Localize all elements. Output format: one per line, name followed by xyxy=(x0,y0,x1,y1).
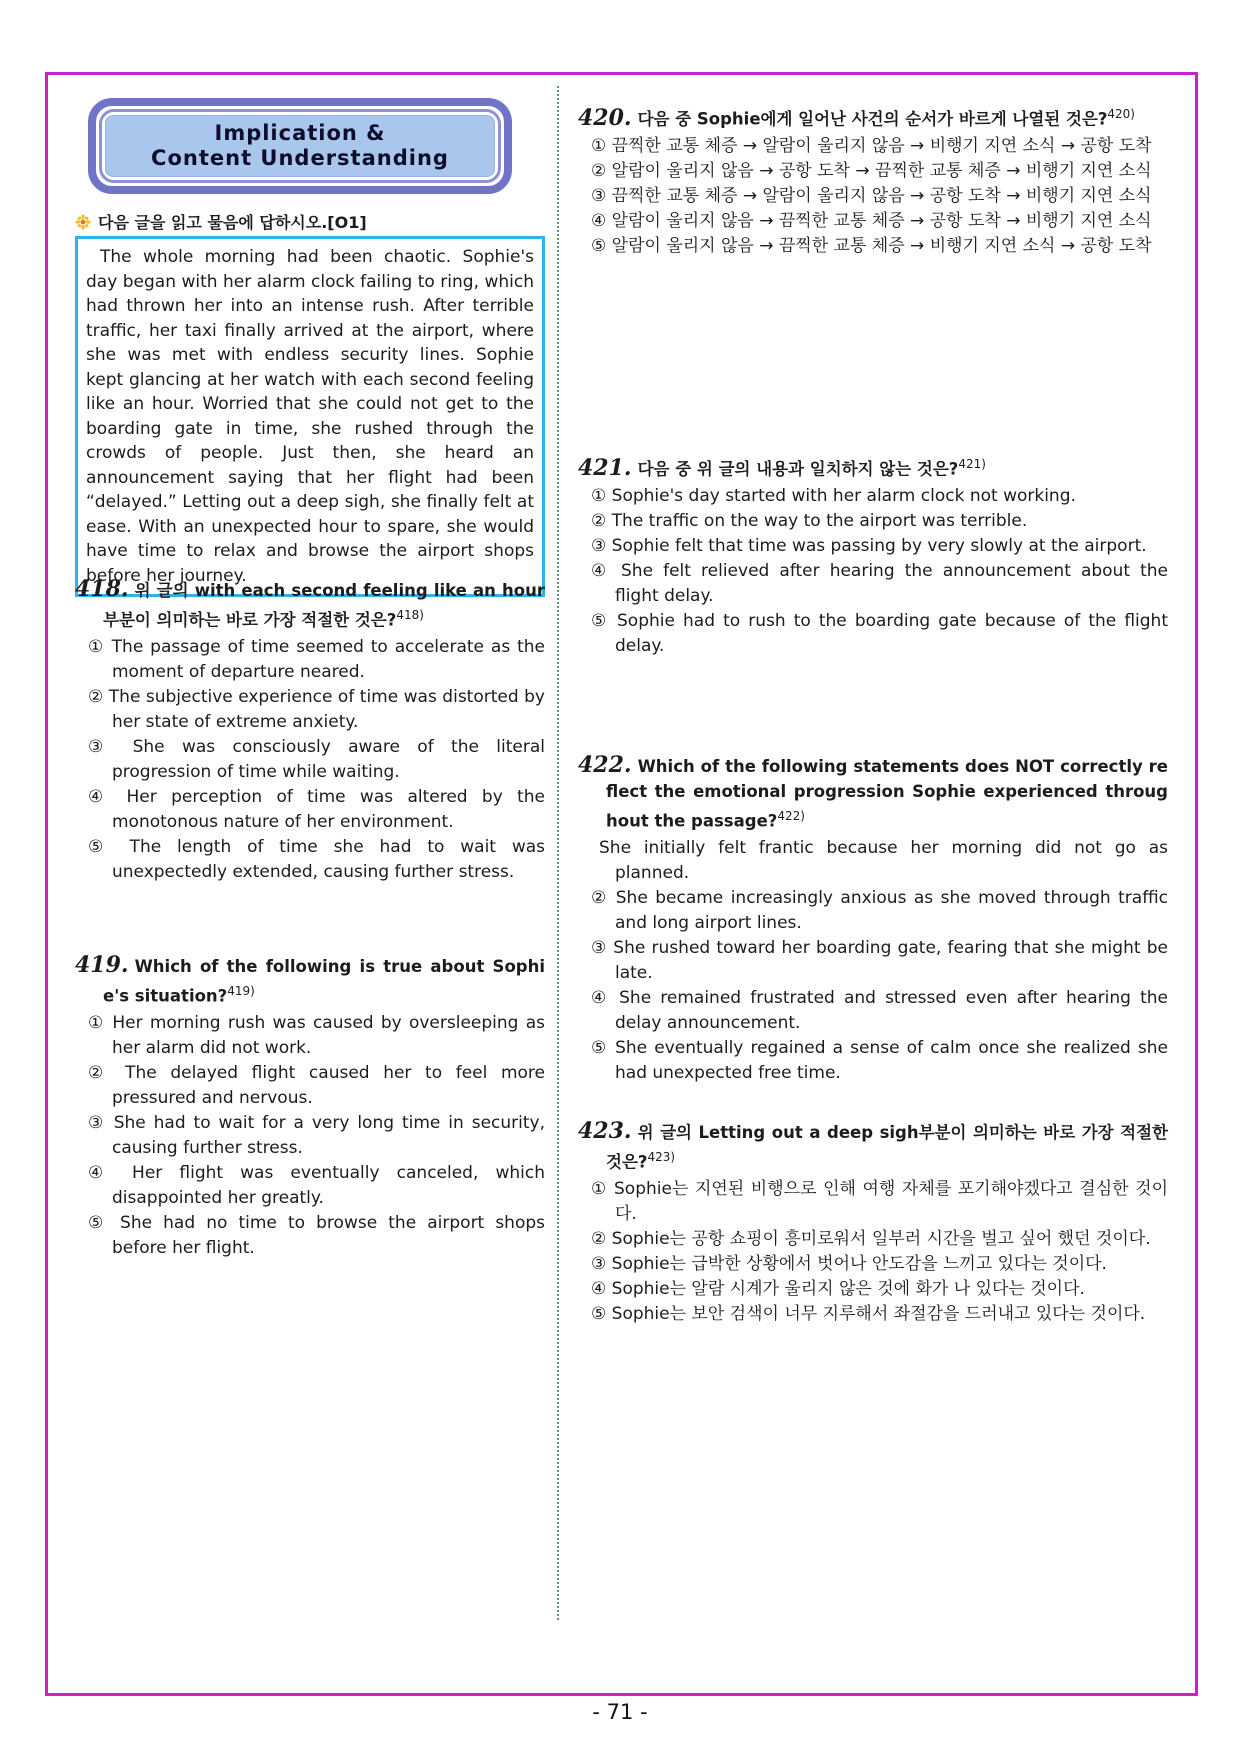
section-badge xyxy=(88,98,512,194)
option-text: She remained frustrated and stressed even after hearing the delay announcement. xyxy=(609,987,1168,1033)
answer-option[interactable] xyxy=(591,509,1168,534)
option-number: ② xyxy=(591,160,607,181)
option-text: She eventually regained a sense of calm once she realized she had unexpected free time. xyxy=(607,1037,1168,1083)
question-number: 421. xyxy=(578,454,632,481)
option-number: ⑤ xyxy=(591,610,609,631)
option-number: ④ xyxy=(88,786,113,807)
answer-option[interactable] xyxy=(88,835,545,885)
option-text: The length of time she had to wait was unexpectedly extended, causing further stress. xyxy=(112,836,545,882)
answer-option[interactable] xyxy=(591,534,1168,559)
options-list xyxy=(75,635,545,885)
option-text: She had no time to browse the airport shops before her flight. xyxy=(108,1212,545,1258)
question-number: 418. xyxy=(75,576,129,602)
question-number: 420. xyxy=(578,104,632,131)
options-list xyxy=(578,836,1168,1086)
question-block xyxy=(75,953,545,1261)
question-title-text: 위 글의 Letting out a deep sigh부분이 의미하는 바로 가장 적절한 것은? xyxy=(606,1123,1168,1172)
options-list xyxy=(578,484,1168,659)
question-block xyxy=(75,577,545,885)
option-text: The subjective experience of time was distorted by her state of extreme anxiety. xyxy=(103,686,545,732)
option-number: ③ xyxy=(591,535,607,556)
option-number: ② xyxy=(88,1062,112,1083)
option-text: She initially felt frantic because her morning did not go as planned. xyxy=(599,837,1168,883)
option-text: The delayed flight caused her to feel more pressured and nervous. xyxy=(111,1062,545,1108)
answer-option[interactable] xyxy=(88,785,545,835)
option-text: The traffic on the way to the airport was terrible. xyxy=(606,510,1028,531)
answer-option[interactable] xyxy=(591,1277,1168,1302)
option-text: Her morning rush was caused by oversleeping as her alarm did not work. xyxy=(105,1012,545,1058)
answer-option[interactable] xyxy=(591,559,1168,609)
option-number: ⑤ xyxy=(591,1303,607,1324)
answer-option[interactable] xyxy=(591,1227,1168,1252)
option-number: ① xyxy=(591,1178,608,1199)
answer-option[interactable] xyxy=(591,234,1168,259)
option-text: Sophie는 보안 검색이 너무 지루해서 좌절감을 드러내고 있다는 것이다. xyxy=(606,1303,1146,1324)
option-text: Her flight was eventually canceled, which disappointed her greatly. xyxy=(112,1162,546,1208)
question-title xyxy=(75,577,545,633)
question-title xyxy=(75,953,545,1009)
answer-option[interactable] xyxy=(88,1211,545,1261)
option-number: ④ xyxy=(88,1162,115,1183)
question-number: 423. xyxy=(578,1118,632,1144)
option-text: 알람이 울리지 않음 → 끔찍한 교통 체증 → 비행기 지연 소식 → 공항 도착 xyxy=(606,235,1152,256)
option-number: ⑤ xyxy=(591,235,607,256)
answer-option[interactable] xyxy=(591,936,1168,986)
option-number: ⑤ xyxy=(88,836,114,857)
answer-option[interactable] xyxy=(88,735,545,785)
question-footnote-ref: 421) xyxy=(958,457,986,471)
column-divider xyxy=(557,86,559,1620)
option-number: ⑤ xyxy=(591,1037,608,1058)
question-title-text: 다음 중 Sophie에게 일어난 사건의 순서가 바르게 나열된 것은? xyxy=(637,109,1108,129)
option-text: Sophie had to rush to the boarding gate because of the flight delay. xyxy=(608,610,1168,656)
option-text: She had to wait for a very long time in security, causing further stress. xyxy=(105,1112,545,1158)
option-number: ② xyxy=(591,510,607,531)
option-number: ③ xyxy=(88,736,116,757)
option-number: ① xyxy=(591,485,607,506)
answer-option[interactable] xyxy=(591,1036,1168,1086)
option-number: ③ xyxy=(591,1253,607,1274)
option-text: Sophie는 급박한 상황에서 벗어나 안도감을 느끼고 있다는 것이다. xyxy=(606,1253,1107,1274)
answer-option[interactable] xyxy=(591,1252,1168,1277)
option-text: Sophie는 지연된 비행으로 인해 여행 자체를 포기해야겠다고 결심한 것이다. xyxy=(607,1178,1168,1224)
options-list xyxy=(75,1011,545,1261)
option-number: ④ xyxy=(591,210,607,231)
answer-option[interactable] xyxy=(591,1302,1168,1327)
option-number: ③ xyxy=(88,1112,106,1133)
answer-option[interactable] xyxy=(591,836,1168,886)
question-block xyxy=(578,753,1168,1086)
answer-option[interactable] xyxy=(591,159,1168,184)
question-title xyxy=(578,452,1168,482)
option-text: Sophie는 공항 쇼핑이 흥미로워서 일부러 시간을 벌고 싶어 했던 것이다. xyxy=(606,1228,1151,1249)
instruction-text: 다음 글을 읽고 물음에 답하시오.[O1] xyxy=(98,213,367,232)
question-title xyxy=(578,102,1168,132)
options-list xyxy=(578,1177,1168,1327)
answer-option[interactable] xyxy=(591,609,1168,659)
answer-option[interactable] xyxy=(591,886,1168,936)
answer-option[interactable] xyxy=(591,484,1168,509)
option-text: 알람이 울리지 않음 → 끔찍한 교통 체증 → 공항 도착 → 비행기 지연 소식 xyxy=(606,210,1152,231)
question-title-text: 위 글의 with each second feeling like an hour부분이 의미하는 바로 가장 적절한 것은? xyxy=(103,581,545,630)
answer-option[interactable] xyxy=(88,1061,545,1111)
answer-option[interactable] xyxy=(591,209,1168,234)
option-number: ④ xyxy=(591,987,610,1008)
section-badge-frame xyxy=(99,109,501,183)
passage-box xyxy=(75,236,545,597)
options-list xyxy=(578,134,1168,259)
question-title-text: Which of the following is true about Sophie's situation? xyxy=(103,957,545,1006)
option-number: ④ xyxy=(591,1278,607,1299)
instruction-row xyxy=(75,210,367,233)
answer-option[interactable] xyxy=(88,1161,545,1211)
answer-option[interactable] xyxy=(88,635,545,685)
answer-option[interactable] xyxy=(591,986,1168,1036)
option-text: The passage of time seemed to accelerate as the moment of departure neared. xyxy=(104,636,545,682)
option-number: ① xyxy=(88,636,105,657)
option-text: 끔찍한 교통 체증 → 알람이 울리지 않음 → 공항 도착 → 비행기 지연 소식 xyxy=(606,185,1152,206)
question-block xyxy=(578,452,1168,659)
badge-title-line1: Implication & xyxy=(214,121,386,145)
option-number: ④ xyxy=(591,560,611,581)
option-number: ① xyxy=(591,135,607,156)
page-number: - 71 - xyxy=(592,1700,648,1724)
question-title xyxy=(578,753,1168,834)
answer-option[interactable] xyxy=(88,1011,545,1061)
answer-option[interactable] xyxy=(88,685,545,735)
answer-option[interactable] xyxy=(591,134,1168,159)
option-text: 알람이 울리지 않음 → 공항 도착 → 끔찍한 교통 체증 → 비행기 지연 소식 xyxy=(606,160,1152,181)
question-title-text: 다음 중 위 글의 내용과 일치하지 않는 것은? xyxy=(637,459,959,479)
option-text: She felt relieved after hearing the announcement about the flight delay. xyxy=(610,560,1168,606)
question-title xyxy=(578,1119,1168,1175)
flower-icon xyxy=(75,214,91,230)
question-block xyxy=(578,102,1168,259)
question-title-text: Which of the following statements does NOT correctly reflect the emotional progression Sophie experienced throughout the passage? xyxy=(606,757,1168,831)
question-number: 419. xyxy=(75,952,129,978)
option-number: ③ xyxy=(591,937,608,958)
question-block xyxy=(578,1119,1168,1327)
question-footnote-ref: 423) xyxy=(647,1150,676,1164)
question-footnote-ref: 418) xyxy=(396,608,424,622)
option-text: Her perception of time was altered by the monotonous nature of her environment. xyxy=(112,786,546,832)
option-text: 끔찍한 교통 체증 → 알람이 울리지 않음 → 비행기 지연 소식 → 공항 도착 xyxy=(606,135,1152,156)
answer-option[interactable] xyxy=(591,1177,1168,1227)
option-number: ③ xyxy=(591,185,607,206)
section-badge-fill xyxy=(105,115,495,177)
option-number: ② xyxy=(88,686,104,707)
answer-option[interactable] xyxy=(591,184,1168,209)
option-number: ② xyxy=(591,887,609,908)
option-text: She rushed toward her boarding gate, fearing that she might be late. xyxy=(607,937,1168,983)
option-text: Sophie는 알람 시계가 울리지 않은 것에 화가 나 있다는 것이다. xyxy=(606,1278,1085,1299)
question-footnote-ref: 419) xyxy=(227,984,255,998)
option-number: ⑤ xyxy=(88,1212,109,1233)
option-text: She was consciously aware of the literal progression of time while waiting. xyxy=(112,736,545,782)
option-text: She became increasingly anxious as she moved through traffic and long airport lines. xyxy=(608,887,1168,933)
option-text: Sophie's day started with her alarm clock not working. xyxy=(606,485,1076,506)
badge-title-line2: Content Understanding xyxy=(151,146,449,170)
question-footnote-ref: 420) xyxy=(1107,107,1135,121)
answer-option[interactable] xyxy=(88,1111,545,1161)
option-number: ① xyxy=(88,1012,106,1033)
option-number: ② xyxy=(591,1228,607,1249)
option-text: Sophie felt that time was passing by very slowly at the airport. xyxy=(606,535,1147,556)
passage-text: The whole morning had been chaotic. Sophie's day began with her alarm clock failing to ring, which had thrown her into an intense rush. After terrible traffic, her taxi finally arrived at the airport, where she was met with endless security lines. Sophie kept glancing at her watch with each second feeling like an hour. Worried that she could not get to the boarding gate in time, she rushed through the crowds of people. Just then, she heard an announcement saying that her flight had been “delayed.” Letting out a deep sigh, she finally felt at ease. With an unexpected hour to spare, she would have time to relax and browse the airport shops before her journey. xyxy=(86,247,534,586)
question-number: 422. xyxy=(578,752,632,778)
question-footnote-ref: 422) xyxy=(777,809,805,823)
